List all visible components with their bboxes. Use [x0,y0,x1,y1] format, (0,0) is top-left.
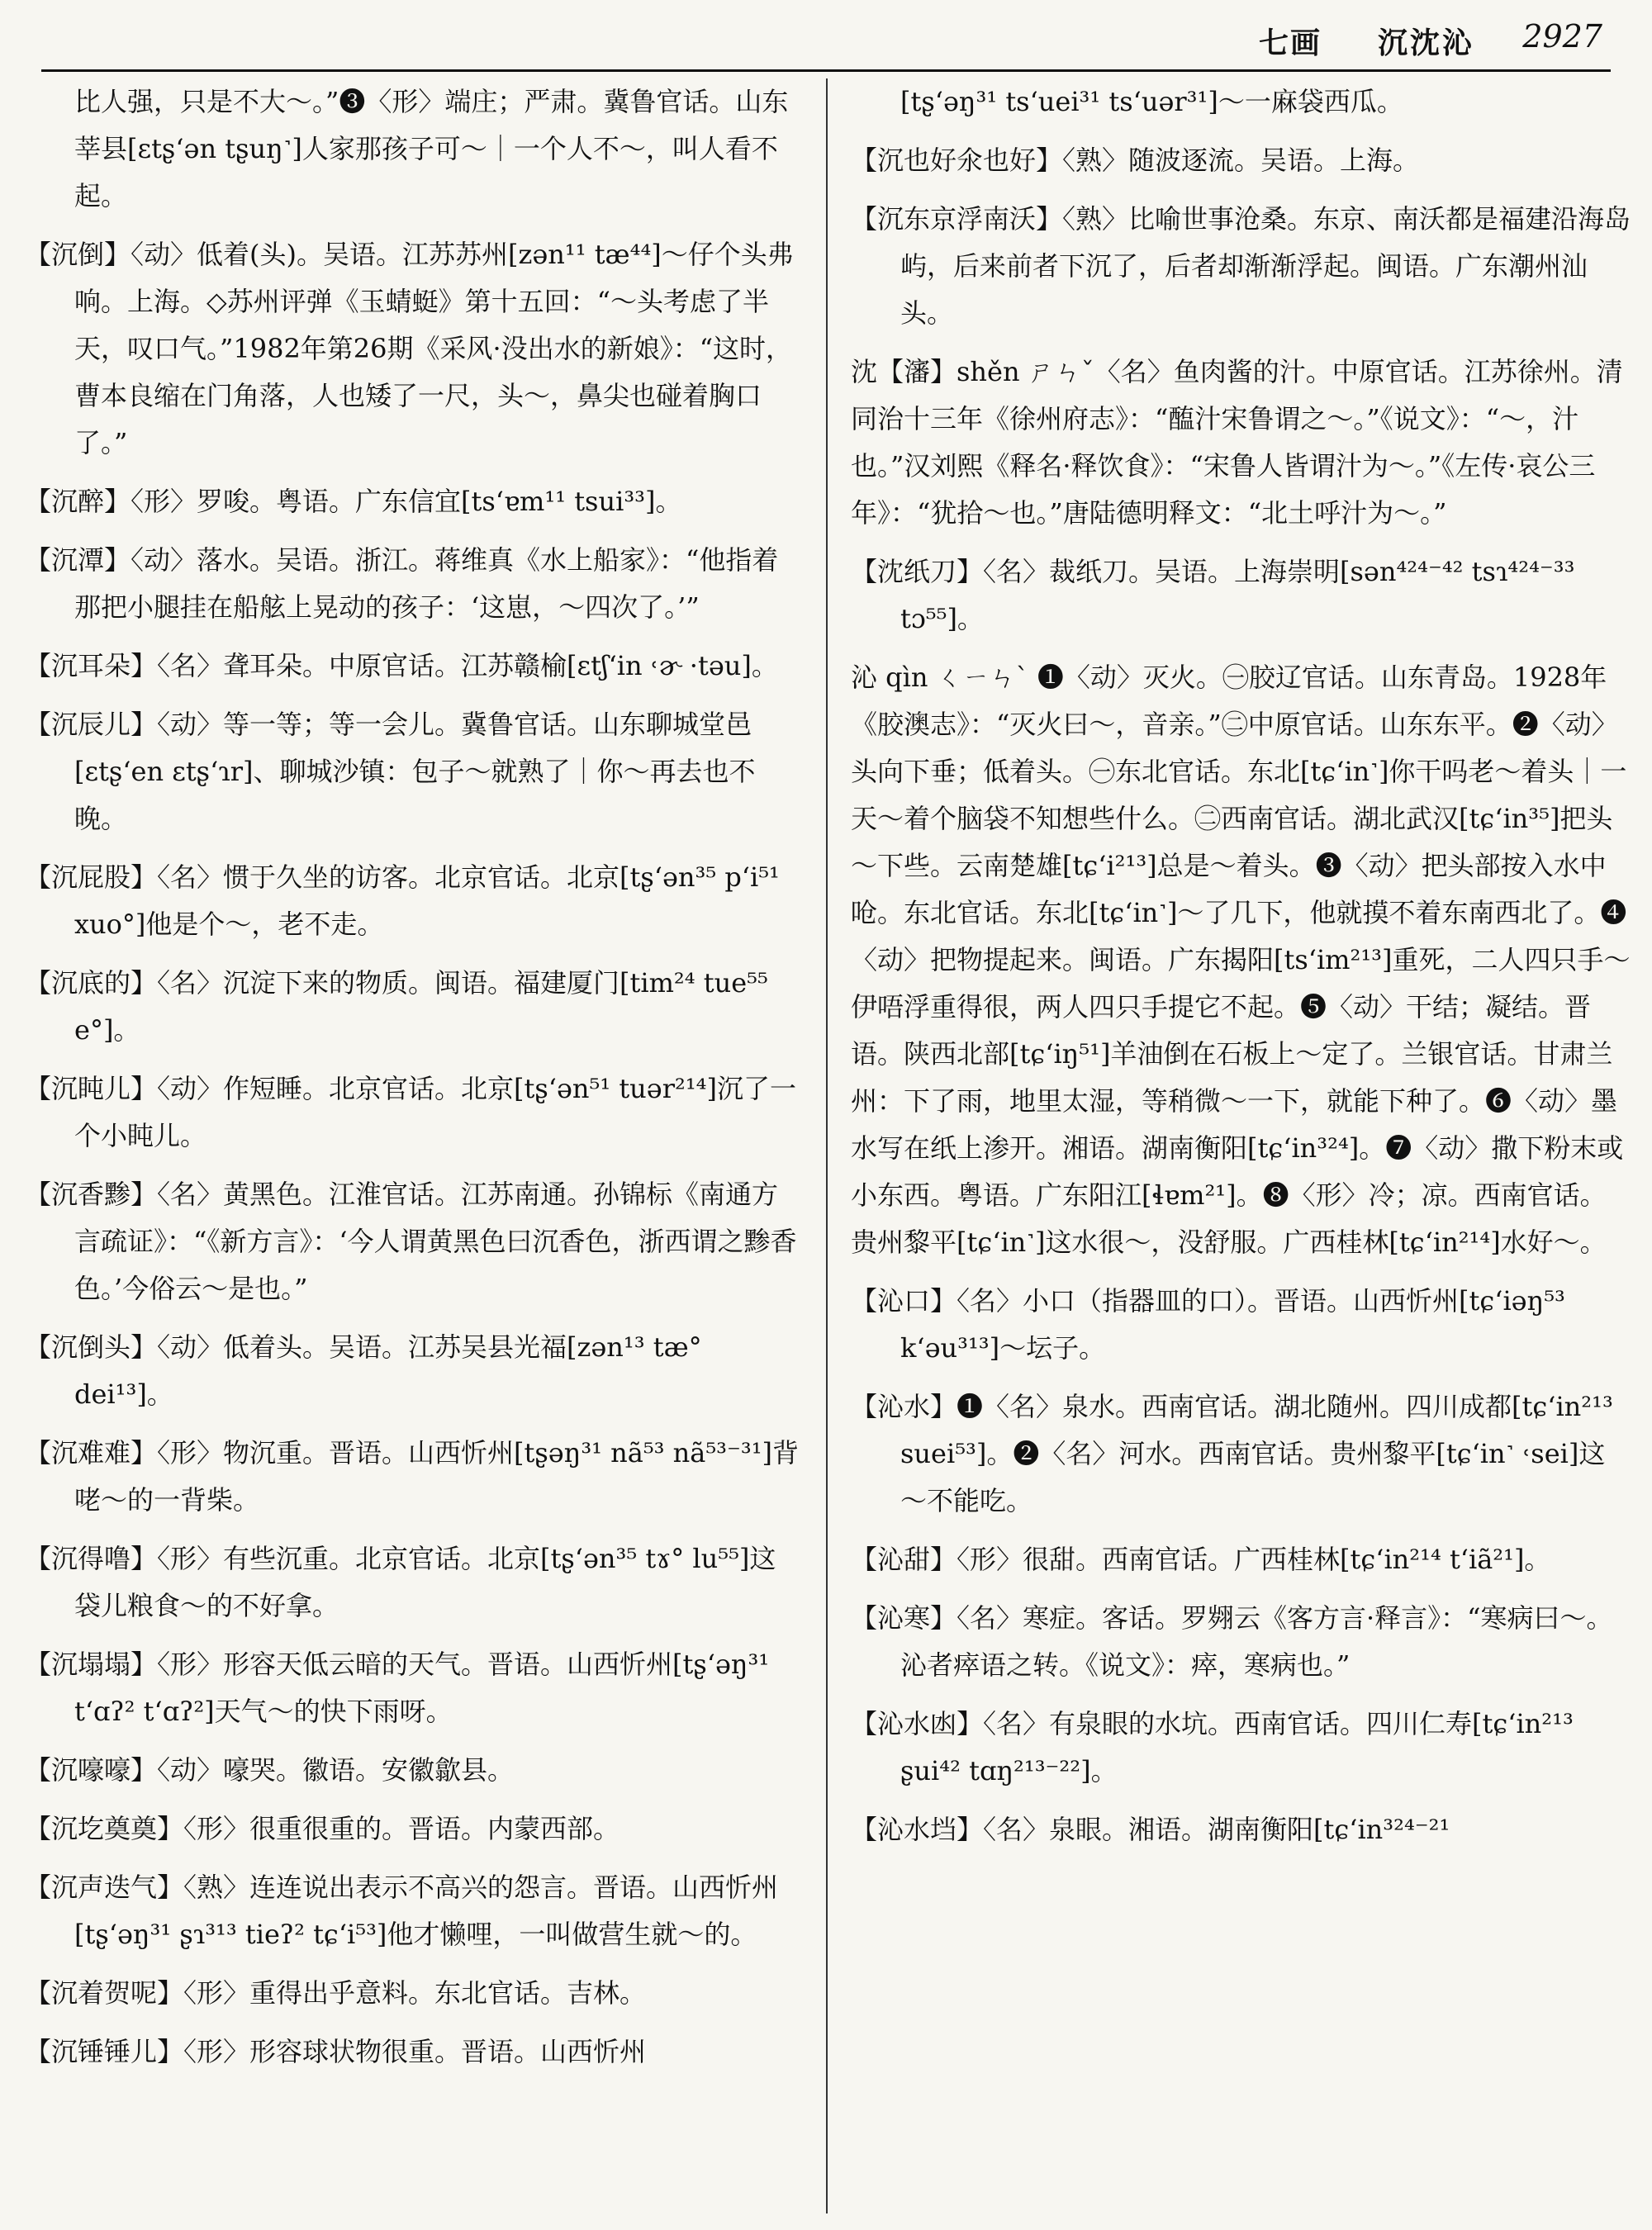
dictionary-entry: 【沉倒头】〈动〉低着头。吴语。江苏吴县光福[zən¹³ tæ° dei¹³]。 [25,1331,702,1410]
dictionary-entry: 【沉底的】〈名〉沉淀下来的物质。闽语。福建厦门[tim²⁴ tue⁵⁵ e°]。 [25,967,768,1046]
right-column [851,78,1631,2213]
dictionary-entry: 【沉圪奠奠】〈形〉很重很重的。晋语。内蒙西部。 [25,1813,620,1844]
dictionary-entry: 【沉难难】〈形〉物沉重。晋语。山西忻州[tʂəŋ³¹ nã⁵³ nã⁵³⁻³¹]背咾～的一背柴。 [25,1437,800,1516]
dictionary-entry: 【沁水凼】〈名〉有泉眼的水坑。西南官话。四川仁寿[tɕ‘in²¹³ ʂui⁴² tɑŋ²¹³⁻²²]。 [851,1708,1574,1786]
header-characters: 沉沈沁 [1377,26,1474,60]
dictionary-entry: 【沉醉】〈形〉罗唆。粤语。广东信宜[ts‘ɐm¹¹ tsui³³]。 [25,486,682,517]
left-column [25,78,801,2213]
page-number: 2927 [1522,18,1602,55]
dictionary-entry: 【沉锤锤儿】〈形〉形容球状物很重。晋语。山西忻州 [25,2036,647,2067]
dictionary-entry: 【沁寒】〈名〉寒症。客话。罗翙云《客方言·释言》：“寒病曰～。沁者瘁语之转。《说文》：瘁，寒病也。” [851,1602,1613,1681]
dictionary-entry: 【沈纸刀】〈名〉裁纸刀。吴语。上海崇明[sən⁴²⁴⁻⁴² tsɿ⁴²⁴⁻³³ tɔ⁵⁵]。 [851,556,1575,634]
character-entry-shen: 沈【瀋】shěn ㄕㄣˇ〈名〉鱼肉酱的汁。中原官话。江苏徐州。清同治十三年《徐州府志》：“醢汁宋鲁谓之～。”《说文》：“～，汁也。”汉刘熙《释名·释饮食》：“宋鲁人皆谓汁为～。”《左传·哀公三年》：“犹拾～也。”唐陆德明释文：“北土呼汁为～。” [851,356,1623,529]
dictionary-entry: 【沉屁股】〈名〉惯于久坐的访客。北京官话。北京[tʂ‘ən³⁵ p‘i⁵¹ xuo°]他是个～，老不走。 [25,861,780,940]
header-rule [41,69,1611,72]
dictionary-entry: 【沁水】❶〈名〉泉水。西南官话。湖北随州。四川成都[tɕ‘in²¹³ suei⁵³]。❷〈名〉河水。西南官话。贵州黎平[tɕ‘in˺ ˓sei]这～不能吃。 [851,1391,1613,1516]
dictionary-entry: 【沉着贺呢】〈形〉重得出乎意料。东北官话。吉林。 [25,1977,647,2009]
dictionary-entry: [tʂ‘əŋ³¹ ts‘uei³¹ ts‘uər³¹]～一麻袋西瓜。 [900,86,1403,117]
dictionary-entry: 【沉得噜】〈形〉有些沉重。北京官话。北京[tʂ‘ən³⁵ tɤ° lu⁵⁵]这袋儿粮食～的不好拿。 [25,1543,776,1621]
column-divider [826,78,828,2213]
dictionary-entry: 【沉嚎嚎】〈动〉嚎哭。徽语。安徽歙县。 [25,1754,515,1786]
dictionary-entry: 【沉塌塌】〈形〉形容天低云暗的天气。晋语。山西忻州[tʂ‘əŋ³¹ t‘ɑʔ² t‘ɑʔ²]天气～的快下雨呀。 [25,1649,770,1727]
header-section: 七画 [1258,26,1322,60]
dictionary-entry: 【沉香黪】〈名〉黄黑色。江淮官话。江苏南通。孙锦标《南通方言疏证》：“《新方言》：‘今人谓黄黑色曰沉香色，浙西谓之黪香色。’今俗云～是也。” [25,1179,797,1304]
dictionary-entry: 【沁甜】〈形〉很甜。西南官话。广西桂林[tɕ‘in²¹⁴ t‘iã²¹]。 [851,1544,1551,1575]
dictionary-entry: 【沁水垱】〈名〉泉眼。湘语。湖南衡阳[tɕ‘in³²⁴⁻²¹ [851,1814,1450,1845]
dictionary-entry: 【沉潭】〈动〉落水。吴语。浙江。蒋维真《水上船家》：“他指着那把小腿挂在船舷上晃动的孩子：‘这崽，～四次了。’” [25,544,779,623]
dictionary-entry: 【沉盹儿】〈动〉作短睡。北京官话。北京[tʂ‘ən⁵¹ tuər²¹⁴]沉了一个小盹儿。 [25,1073,796,1151]
dictionary-entry: 【沁口】〈名〉小口（指器皿的口）。晋语。山西忻州[tɕ‘iəŋ⁵³ k‘əu³¹³]～坛子。 [851,1285,1565,1364]
dictionary-entry: 【沉耳朵】〈名〉聋耳朵。中原官话。江苏赣榆[ɛtʃ‘in ˓ɚ ·təu]。 [25,650,778,681]
page-header [0,0,1652,69]
dictionary-entry: 【沉辰儿】〈动〉等一等；等一会儿。冀鲁官话。山东聊城堂邑[ɛtʂ‘en ɛtʂ‘ɿr]、聊城沙镇：包子～就熟了｜你～再去也不晚。 [25,709,756,834]
dictionary-entry: 【沉东京浮南沃】〈熟〉比喻世事沧桑。东京、南沃都是福建沿海岛屿，后来前者下沉了，后者却渐渐浮起。闽语。广东潮州汕头。 [851,203,1631,329]
dictionary-entry: 【沉声迭气】〈熟〉连连说出表示不高兴的怨言。晋语。山西忻州[tʂ‘əŋ³¹ ʂɿ³¹³ tieʔ² tɕ‘i⁵³]他才懒哩，一叫做营生就～的。 [25,1872,779,1950]
dictionary-entry: 比人强，只是不大～。”❸〈形〉端庄；严肃。冀鲁官话。山东莘县[ɛtʂ‘ən tʂuŋ˺]人家那孩子可～｜一个人不～，叫人看不起。 [74,86,789,211]
dictionary-entry: 【沉倒】〈动〉低着(头)。吴语。江苏苏州[zən¹¹ tæ⁴⁴]～仔个头弗响。上海。◇苏州评弹《玉蜻蜓》第十五回：“～头考虑了半天，叹口气。”1982年第26期《采风·没出水的新娘》：“这时，曹本良缩在门角落，人也矮了一尺，头～，鼻尖也碰着胸口了。” [25,239,794,458]
dictionary-entry: 【沉也好氽也好】〈熟〉随波逐流。吴语。上海。 [851,145,1420,176]
character-entry-qin: 沁 qìn ㄑㄧㄣˋ ❶〈动〉灭火。㊀胶辽官话。山东青岛。1928年《胶澳志》：“灭火曰～，音亲。”㊁中原官话。山东东平。❷〈动〉头向下垂；低着头。㊀东北官话。东北[tɕ‘in˺]你干吗老～着头｜一天～着个脑袋不知想些什么。㊁西南官话。湖北武汉[tɕ‘in³⁵]把头～下些。云南楚雄[tɕ‘i²¹³]总是～着头。❸〈动〉把头部按入水中呛。东北官话。东北[tɕ‘in˺]～了几下，他就摸不着东南西北了。❹〈动〉把物提起来。闽语。广东揭阳[ts‘im²¹³]重死，二人四只手～伊唔浮重得很，两人四只手提它不起。❺〈动〉干结；凝结。晋语。陕西北部[tɕ‘iŋ⁵¹]羊油倒在石板上～定了。兰银官话。甘肃兰州：下了雨，地里太湿，等稍微～一下，就能下种了。❻〈动〉墨水写在纸上渗开。湘语。湖南衡阳[tɕ‘in³²⁴]。❼〈动〉撒下粉末或小东西。粤语。广东阳江[ɬɐm²¹]。❽〈形〉冷；凉。西南官话。贵州黎平[tɕ‘in˺]这水很～，没舒服。广西桂林[tɕ‘in²¹⁴]水好～。 [851,662,1631,1258]
